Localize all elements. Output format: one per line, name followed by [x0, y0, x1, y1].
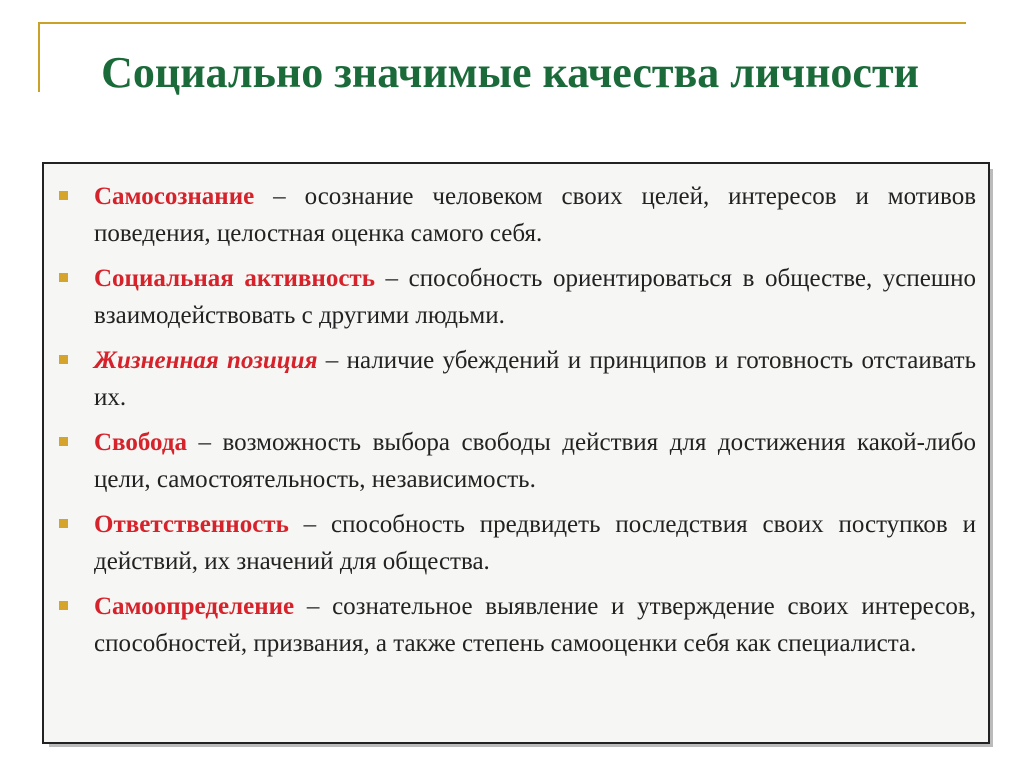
item-definition: – сознательное выявление и утверждение своих интересов, способностей, призвания, а также степень самооценки себя как специалиста. — [94, 593, 976, 657]
list-item — [56, 506, 976, 580]
list-item — [56, 260, 976, 334]
item-term: Жизненная позиция — [94, 347, 318, 374]
square-bullet-icon — [59, 355, 68, 364]
item-term: Социальная активность — [94, 265, 375, 292]
item-definition: – наличие убеждений и принципов и готовность отстаивать их. — [94, 347, 976, 411]
list-item — [56, 588, 976, 662]
square-bullet-icon — [59, 191, 68, 200]
item-definition: – осознание человеком своих целей, интересов и мотивов поведения, целостная оценка самого себя. — [94, 183, 976, 247]
list-item — [56, 178, 976, 252]
content-box — [42, 162, 990, 744]
item-term: Ответственность — [94, 511, 289, 538]
square-bullet-icon — [59, 601, 68, 610]
list-item — [56, 424, 976, 498]
item-term: Самоопределение — [94, 593, 295, 620]
decor-horizontal-line — [38, 22, 966, 24]
slide-title: Социально значимые качества личности — [101, 48, 919, 97]
item-term: Самосознание — [94, 183, 255, 210]
square-bullet-icon — [59, 273, 68, 282]
square-bullet-icon — [59, 519, 68, 528]
list-item — [56, 342, 976, 416]
item-term: Свобода — [94, 429, 187, 456]
item-definition: – способность ориентироваться в обществе, успешно взаимодействовать с другими людьми. — [94, 265, 976, 329]
item-definition: – возможность выбора свободы действия для достижения какой-либо цели, самостоятельность, независимость. — [94, 429, 976, 493]
square-bullet-icon — [59, 437, 68, 446]
item-definition: – способность предвидеть последствия своих поступков и действий, их значений для общества. — [94, 511, 976, 575]
